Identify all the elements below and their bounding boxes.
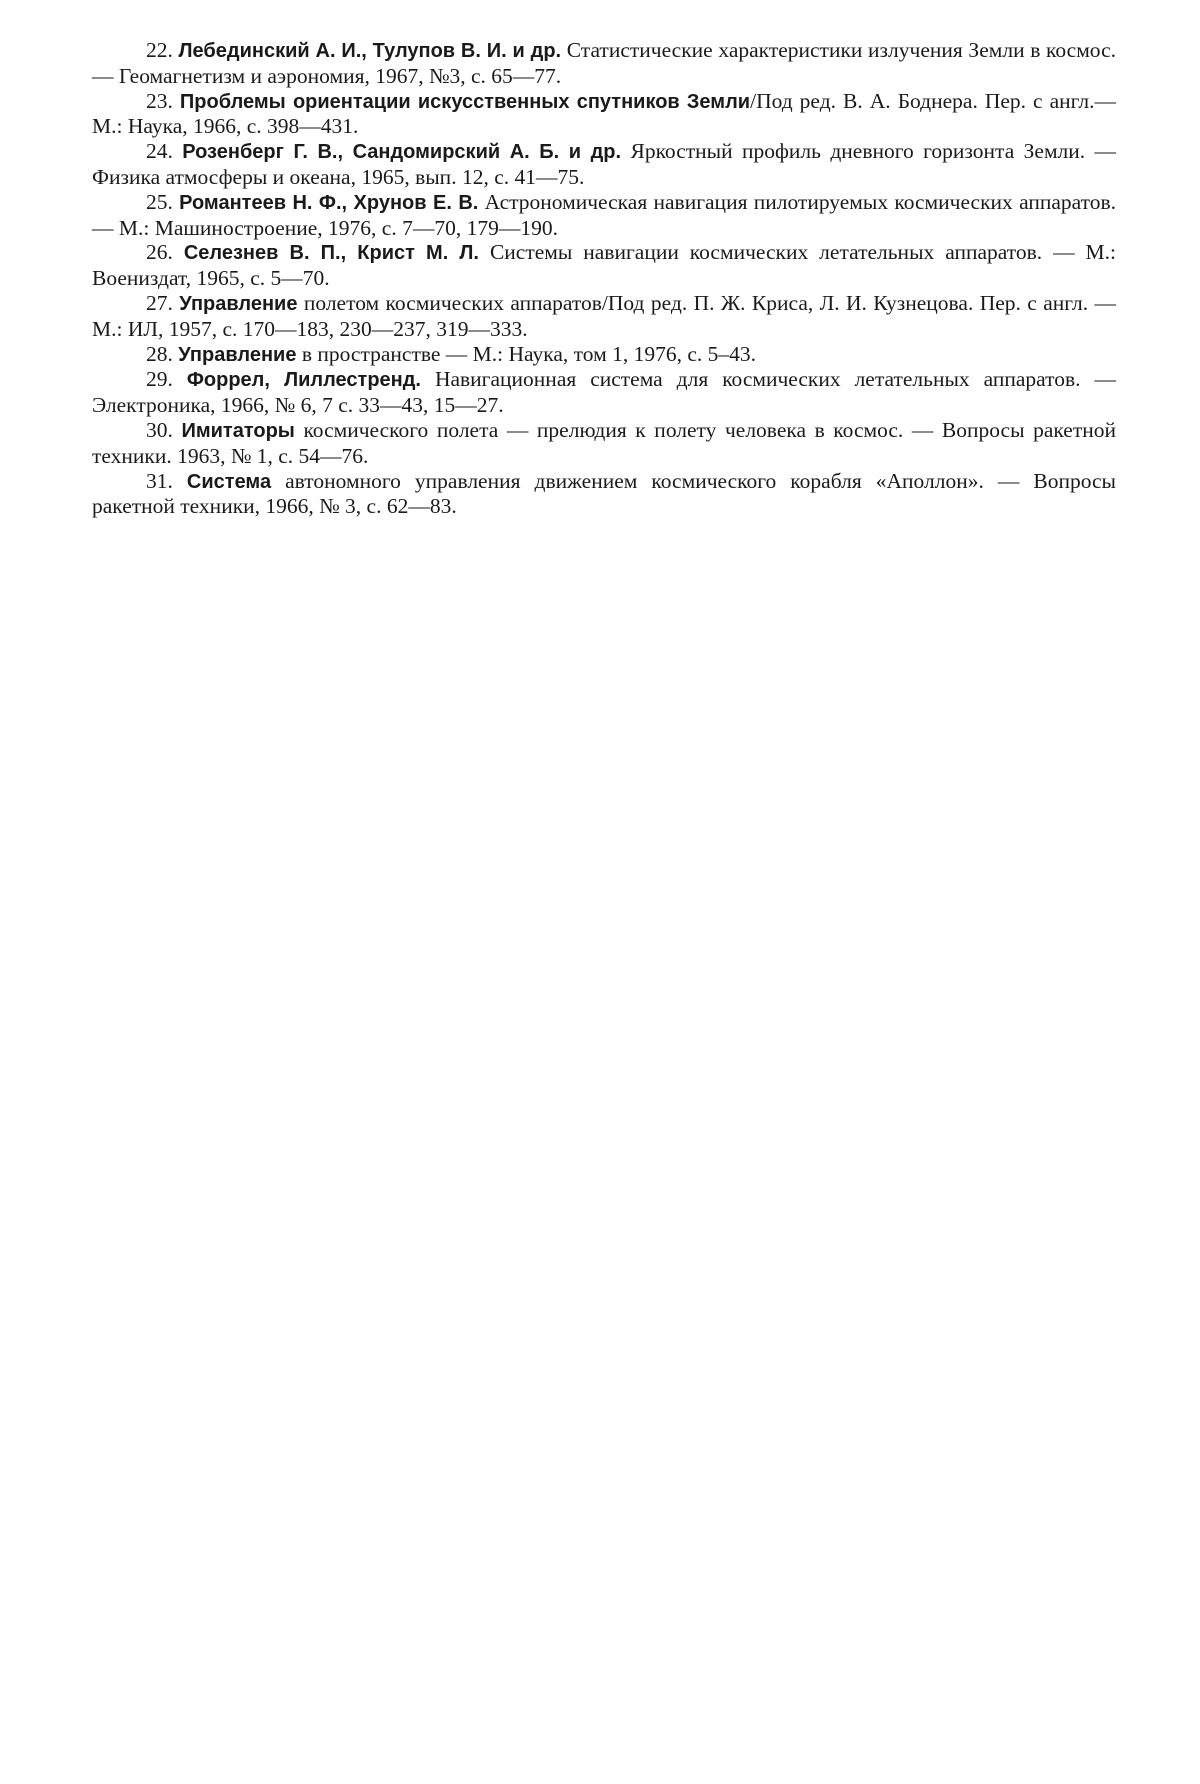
reference-item-27 bbox=[92, 291, 1116, 342]
reference-details: Астрономическая навигация пилотируемых космических аппаратов. — М.: Машиностроение, 1976, с. 7—70, 179—190. bbox=[92, 189, 1117, 240]
reference-item-22 bbox=[92, 38, 1116, 89]
reference-authors: Система bbox=[186, 470, 272, 493]
reference-details: Статистические характеристики излучения Земли в космос.— Геомагнетизм и аэрономия, 1967, №3, с. 65—77. bbox=[92, 38, 1116, 88]
reference-item-28 bbox=[92, 342, 1116, 368]
reference-details: Навигационная система для космических летательных аппаратов. — Электроника, 1966, № 6, 7 с. 33—43, 15—27. bbox=[92, 367, 1117, 418]
reference-number: 23. bbox=[146, 88, 173, 113]
reference-details: Системы навигации космических летательных аппаратов. — М.: Воениздат, 1965, с. 5—70. bbox=[92, 240, 1117, 291]
reference-details: полетом космических аппаратов/Под ред. П. Ж. Криса, Л. И. Кузнецова. Пер. с англ. — М.: ИЛ, 1957, с. 170—183, 230—237, 319—333. bbox=[92, 290, 1116, 341]
reference-authors: Управление bbox=[179, 292, 298, 315]
reference-authors: Селезнев В. П., Крист М. Л. bbox=[183, 242, 479, 265]
reference-details: космического полета — прелюдия к полету человека в космос. — Вопросы ракетной техники. 1963, № 1, с. 54—76. bbox=[92, 417, 1116, 468]
reference-details: /Под ред. В. А. Боднера. Пер. с англ.— М.: Наука, 1966, с. 398—431. bbox=[92, 88, 1117, 139]
reference-item-31 bbox=[92, 469, 1116, 520]
reference-details: Яркостный профиль дневного горизонта Земли. — Физика атмосферы и океана, 1965, вып. 12, с. 41—75. bbox=[92, 139, 1117, 189]
reference-authors: Проблемы ориентации искусственных спутников Земли bbox=[179, 90, 751, 113]
reference-authors: Управление bbox=[178, 343, 297, 366]
reference-details: в пространстве — М.: Наука, том 1, 1976, с. 5–43. bbox=[301, 341, 756, 366]
reference-number: 24. bbox=[146, 139, 173, 164]
reference-list bbox=[92, 38, 1116, 519]
reference-authors: Форрел, Лиллестренд. bbox=[186, 369, 421, 392]
reference-authors: Лебединский А. И., Тулупов В. И. и др. bbox=[178, 40, 562, 62]
reference-number: 25. bbox=[146, 189, 173, 214]
reference-item-25 bbox=[92, 190, 1116, 241]
reference-item-29 bbox=[92, 367, 1116, 418]
reference-details: автономного управления движением космического корабля «Аполлон». — Вопросы ракетной техники, 1966, № 3, с. 62—83. bbox=[92, 468, 1117, 519]
reference-authors: Имитаторы bbox=[181, 419, 295, 442]
reference-number: 30. bbox=[146, 417, 173, 442]
reference-item-24 bbox=[92, 139, 1116, 190]
reference-authors: Романтеев Н. Ф., Хрунов Е. В. bbox=[179, 191, 479, 214]
reference-item-23 bbox=[92, 89, 1116, 140]
reference-item-30 bbox=[92, 418, 1116, 469]
reference-number: 22. bbox=[146, 38, 173, 62]
reference-number: 29. bbox=[146, 367, 173, 392]
reference-number: 28. bbox=[146, 341, 173, 366]
reference-authors: Розенберг Г. В., Сандомирский А. Б. и др. bbox=[182, 141, 622, 164]
reference-item-26 bbox=[92, 240, 1116, 291]
reference-number: 27. bbox=[146, 290, 173, 315]
reference-number: 26. bbox=[146, 240, 173, 265]
reference-number: 31. bbox=[146, 468, 173, 493]
